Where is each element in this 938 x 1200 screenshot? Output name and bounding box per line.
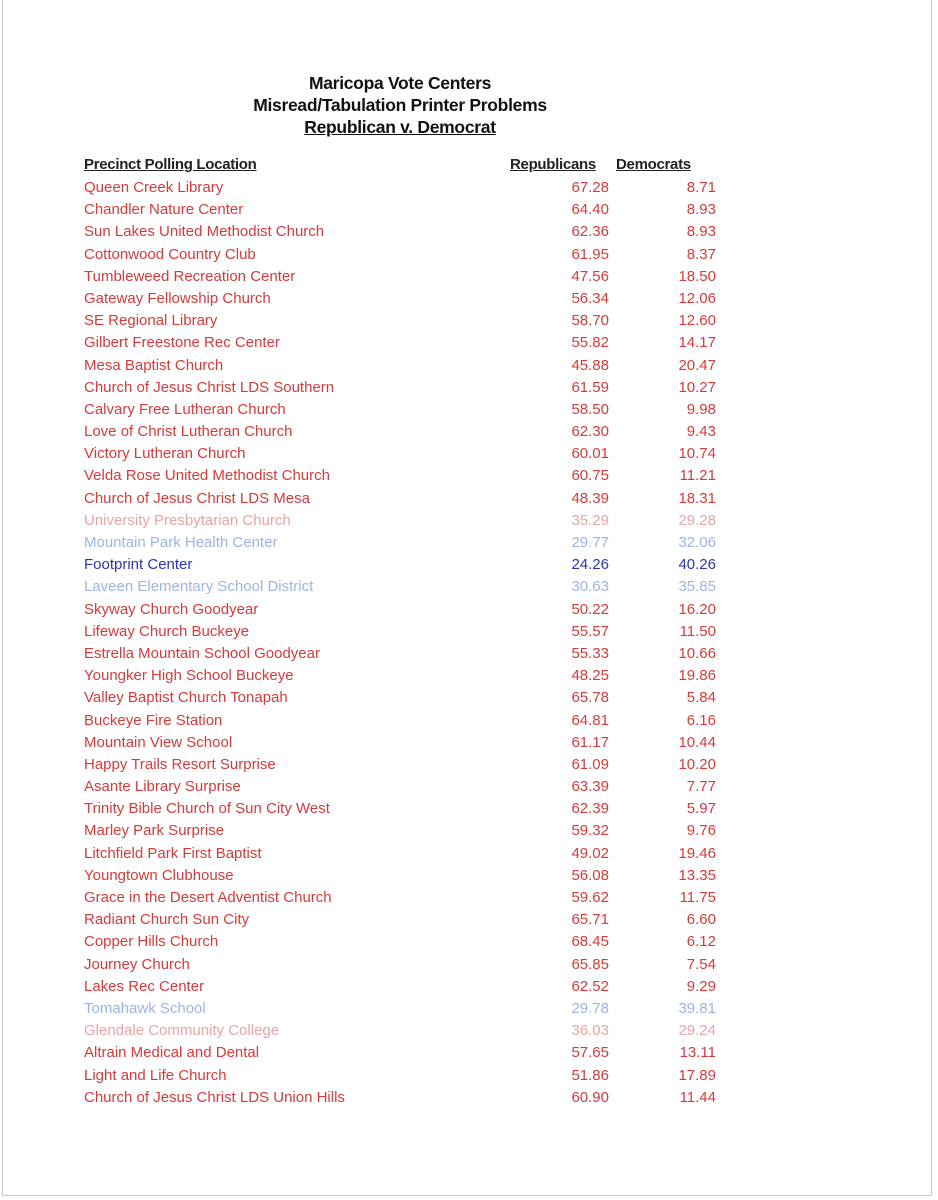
table-row <box>0 776 938 798</box>
table-row <box>0 931 938 953</box>
republican-pct-cell: 58.70 <box>571 312 609 330</box>
republican-pct-cell: 56.34 <box>571 289 609 307</box>
democrat-pct-cell: 10.44 <box>678 733 716 751</box>
table-row <box>0 754 938 776</box>
table-row <box>0 576 938 598</box>
location-cell: Altrain Medical and Dental <box>84 1044 260 1062</box>
header-republicans: Republicans <box>510 156 596 173</box>
democrat-pct-cell: 11.75 <box>679 889 716 906</box>
table-row <box>0 332 938 354</box>
location-cell: Mountain Park Health Center <box>84 534 278 551</box>
democrat-pct-cell: 14.17 <box>678 334 716 352</box>
democrat-pct-cell: 10.27 <box>678 378 716 396</box>
location-cell: Mesa Baptist Church <box>84 356 224 374</box>
table-row <box>0 865 938 887</box>
democrat-pct-cell: 7.77 <box>686 778 716 796</box>
location-cell: Gilbert Freestone Rec Center <box>84 334 280 352</box>
republican-pct-cell: 30.63 <box>571 578 609 596</box>
republican-pct-cell: 63.39 <box>571 778 609 796</box>
location-cell: Calvary Free Lutheran Church <box>84 400 286 418</box>
democrat-pct-cell: 17.89 <box>678 1066 716 1084</box>
table-row <box>0 310 938 332</box>
democrat-pct-cell: 35.85 <box>678 578 716 596</box>
location-cell: Gateway Fellowship Church <box>84 289 271 307</box>
republican-pct-cell: 58.50 <box>571 400 609 418</box>
democrat-pct-cell: 32.06 <box>678 534 716 551</box>
republican-pct-cell: 36.03 <box>571 1022 609 1040</box>
republican-pct-cell: 48.25 <box>571 667 609 685</box>
table-row <box>0 710 938 732</box>
location-cell: Mountain View School <box>84 733 233 751</box>
table-row <box>0 532 938 554</box>
table-row <box>0 510 938 532</box>
location-cell: Youngker High School Buckeye <box>84 667 294 685</box>
democrat-pct-cell: 40.26 <box>678 556 716 574</box>
democrat-pct-cell: 6.16 <box>686 711 716 729</box>
republican-pct-cell: 64.81 <box>571 711 609 729</box>
democrat-pct-cell: 16.20 <box>678 600 716 618</box>
table-row <box>0 554 938 576</box>
republican-pct-cell: 29.77 <box>571 534 609 551</box>
republican-pct-cell: 57.65 <box>571 1044 609 1062</box>
title-line-3: Republican v. Democrat <box>304 117 496 137</box>
republican-pct-cell: 35.29 <box>571 511 609 529</box>
democrat-pct-cell: 19.86 <box>678 667 716 685</box>
republican-pct-cell: 60.75 <box>571 467 609 485</box>
republican-pct-cell: 45.88 <box>571 356 609 374</box>
header-location: Precinct Polling Location <box>84 156 257 173</box>
location-cell: Church of Jesus Christ LDS Union Hills <box>84 1088 345 1106</box>
location-cell: Chandler Nature Center <box>84 201 244 219</box>
democrat-pct-cell: 9.98 <box>686 400 716 418</box>
table-row <box>0 266 938 288</box>
location-cell: Asante Library Surprise <box>84 778 241 796</box>
democrat-pct-cell: 6.12 <box>686 933 716 951</box>
table-row <box>0 687 938 709</box>
republican-pct-cell: 56.08 <box>571 866 609 884</box>
republican-pct-cell: 62.36 <box>571 223 609 241</box>
table-row <box>0 288 938 310</box>
democrat-pct-cell: 9.43 <box>686 423 716 441</box>
location-cell: Church of Jesus Christ LDS Southern <box>84 378 335 396</box>
location-cell: Happy Trails Resort Surprise <box>84 755 276 773</box>
location-cell: Marley Park Surprise <box>84 822 225 840</box>
republican-pct-cell: 24.26 <box>571 556 609 574</box>
democrat-pct-cell: 6.60 <box>686 911 716 929</box>
republican-pct-cell: 61.09 <box>571 755 609 773</box>
table-row <box>0 998 938 1020</box>
location-cell: Grace in the Desert Adventist Church <box>84 889 332 906</box>
location-cell: Lakes Rec Center <box>84 977 205 995</box>
table-row <box>0 732 938 754</box>
republican-pct-cell: 64.40 <box>571 201 609 219</box>
location-cell: Skyway Church Goodyear <box>84 600 259 618</box>
republican-pct-cell: 59.62 <box>571 889 609 906</box>
democrat-pct-cell: 9.76 <box>686 822 716 840</box>
document-title <box>0 72 800 138</box>
democrat-pct-cell: 29.24 <box>678 1022 716 1040</box>
republican-pct-cell: 67.28 <box>571 179 609 196</box>
democrat-pct-cell: 39.81 <box>678 999 716 1017</box>
republican-pct-cell: 61.17 <box>571 733 609 751</box>
table-row <box>0 976 938 998</box>
republican-pct-cell: 65.78 <box>571 689 609 707</box>
table-row <box>0 820 938 842</box>
title-line-1: Maricopa Vote Centers <box>308 73 492 93</box>
republican-pct-cell: 61.59 <box>571 378 609 396</box>
democrat-pct-cell: 11.21 <box>679 467 716 485</box>
table-row <box>0 1020 938 1042</box>
democrat-pct-cell: 12.06 <box>678 289 716 307</box>
democrat-pct-cell: 12.60 <box>678 312 716 330</box>
location-cell: Cottonwood Country Club <box>84 245 256 263</box>
democrat-pct-cell: 10.20 <box>678 755 716 773</box>
table-row <box>0 465 938 487</box>
democrat-pct-cell: 19.46 <box>678 844 716 862</box>
democrat-pct-cell: 8.93 <box>686 223 716 241</box>
location-cell: SE Regional Library <box>84 312 218 330</box>
republican-pct-cell: 50.22 <box>571 600 609 618</box>
table-row <box>0 421 938 443</box>
republican-pct-cell: 65.85 <box>571 955 609 973</box>
table-row <box>0 399 938 421</box>
location-cell: Laveen Elementary School District <box>84 578 314 596</box>
table-row <box>0 843 938 865</box>
location-cell: Love of Christ Lutheran Church <box>84 423 293 441</box>
location-cell: Glendale Community College <box>84 1022 280 1040</box>
republican-pct-cell: 62.30 <box>571 423 609 441</box>
table-row <box>0 798 938 820</box>
location-cell: Litchfield Park First Baptist <box>84 844 262 862</box>
table-row <box>0 1087 938 1109</box>
republican-pct-cell: 29.78 <box>571 999 609 1017</box>
title-line-2: Misread/Tabulation Printer Problems <box>253 95 547 115</box>
location-cell: Estrella Mountain School Goodyear <box>84 644 320 662</box>
democrat-pct-cell: 13.35 <box>678 866 716 884</box>
table-row <box>0 199 938 221</box>
table-row <box>0 355 938 377</box>
table-row <box>0 244 938 266</box>
results-table <box>0 177 938 1109</box>
location-cell: Queen Creek Library <box>84 179 224 196</box>
republican-pct-cell: 55.33 <box>571 644 609 662</box>
democrat-pct-cell: 10.74 <box>678 445 716 463</box>
democrat-pct-cell: 13.11 <box>679 1044 716 1062</box>
location-cell: Trinity Bible Church of Sun City West <box>84 800 330 818</box>
democrat-pct-cell: 18.31 <box>678 489 716 507</box>
republican-pct-cell: 60.01 <box>571 445 609 463</box>
democrat-pct-cell: 11.50 <box>679 622 716 640</box>
republican-pct-cell: 62.39 <box>571 800 609 818</box>
table-row <box>0 1042 938 1064</box>
table-row <box>0 909 938 931</box>
democrat-pct-cell: 5.97 <box>686 800 716 818</box>
location-cell: Victory Lutheran Church <box>84 445 246 463</box>
democrat-pct-cell: 29.28 <box>678 511 716 529</box>
location-cell: Lifeway Church Buckeye <box>84 622 250 640</box>
democrat-pct-cell: 5.84 <box>686 689 716 707</box>
location-cell: Valley Baptist Church Tonapah <box>84 689 288 707</box>
democrat-pct-cell: 8.37 <box>686 245 716 263</box>
location-cell: Velda Rose United Methodist Church <box>84 467 330 485</box>
table-row <box>0 177 938 199</box>
location-cell: Church of Jesus Christ LDS Mesa <box>84 489 310 507</box>
democrat-pct-cell: 8.71 <box>686 179 716 196</box>
democrat-pct-cell: 8.93 <box>686 201 716 219</box>
location-cell: Journey Church <box>84 955 190 973</box>
location-cell: Youngtown Clubhouse <box>84 866 234 884</box>
table-row <box>0 221 938 243</box>
table-row <box>0 643 938 665</box>
table-row <box>0 1065 938 1087</box>
location-cell: Radiant Church Sun City <box>84 911 250 929</box>
header-democrats: Democrats <box>616 156 691 173</box>
republican-pct-cell: 68.45 <box>571 933 609 951</box>
democrat-pct-cell: 9.29 <box>686 977 716 995</box>
location-cell: Buckeye Fire Station <box>84 711 223 729</box>
table-row <box>0 954 938 976</box>
location-cell: Copper Hills Church <box>84 933 219 951</box>
republican-pct-cell: 55.57 <box>571 622 609 640</box>
republican-pct-cell: 47.56 <box>571 267 609 285</box>
democrat-pct-cell: 10.66 <box>678 644 716 662</box>
location-cell: Tumbleweed Recreation Center <box>84 267 296 285</box>
location-cell: Footprint Center <box>84 556 193 574</box>
republican-pct-cell: 65.71 <box>571 911 609 929</box>
democrat-pct-cell: 18.50 <box>678 267 716 285</box>
republican-pct-cell: 60.90 <box>571 1088 609 1106</box>
republican-pct-cell: 62.52 <box>571 977 609 995</box>
location-cell: Sun Lakes United Methodist Church <box>84 223 325 241</box>
democrat-pct-cell: 20.47 <box>678 356 716 374</box>
republican-pct-cell: 49.02 <box>571 844 609 862</box>
table-row <box>0 621 938 643</box>
republican-pct-cell: 55.82 <box>571 334 609 352</box>
republican-pct-cell: 59.32 <box>571 822 609 840</box>
republican-pct-cell: 51.86 <box>571 1066 609 1084</box>
table-row <box>0 599 938 621</box>
democrat-pct-cell: 7.54 <box>686 955 716 973</box>
republican-pct-cell: 61.95 <box>571 245 609 263</box>
table-row <box>0 443 938 465</box>
location-cell: University Presbytarian Church <box>84 511 291 529</box>
location-cell: Light and Life Church <box>84 1066 227 1084</box>
republican-pct-cell: 48.39 <box>571 489 609 507</box>
democrat-pct-cell: 11.44 <box>679 1088 716 1106</box>
table-row <box>0 887 938 909</box>
table-row <box>0 488 938 510</box>
location-cell: Tomahawk School <box>84 999 206 1017</box>
table-row <box>0 665 938 687</box>
table-row <box>0 377 938 399</box>
